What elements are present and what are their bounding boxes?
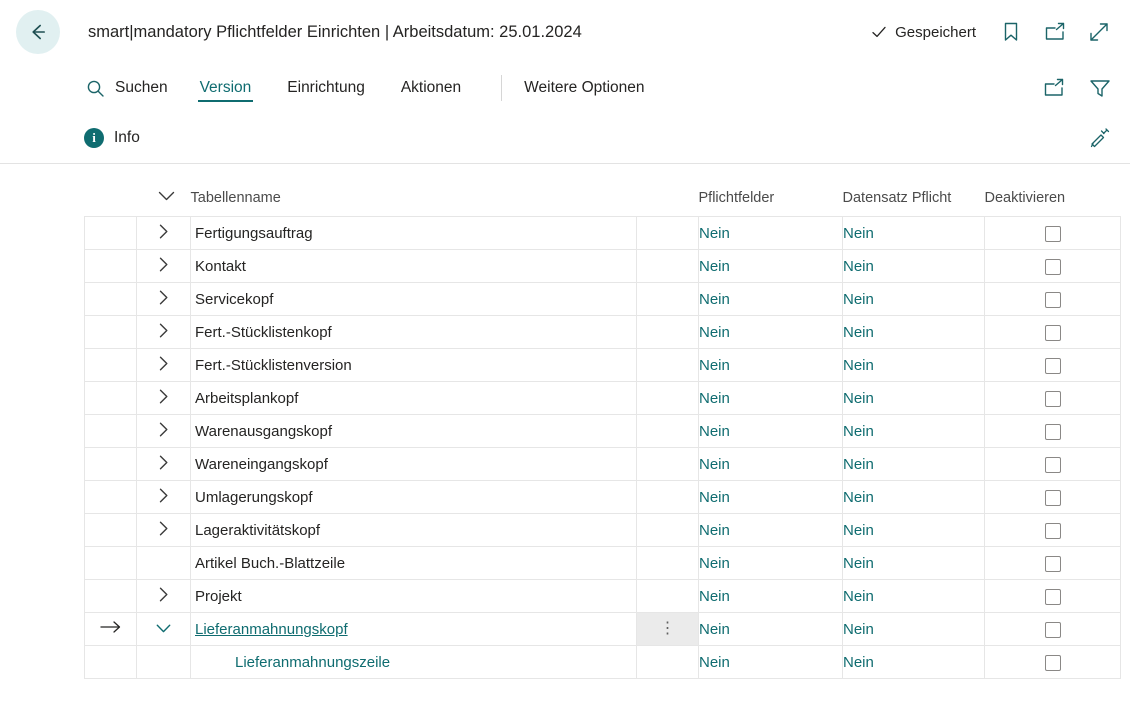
row-label: Lieferanmahnungskopf (195, 620, 348, 638)
chevron-right-icon (159, 290, 169, 309)
chevron-right-icon (159, 455, 169, 474)
info-label: Info (114, 128, 140, 146)
row-menu-cell (637, 316, 699, 349)
menu-item-aktionen[interactable] (399, 75, 463, 101)
row-expander[interactable] (137, 481, 191, 514)
menu-item-suchen[interactable] (84, 75, 170, 102)
chevron-right-icon (159, 224, 169, 243)
cell-datensatz-pflicht[interactable]: Nein (843, 217, 985, 250)
header-spacer (85, 190, 137, 217)
row-label: Fert.-Stücklistenversion (195, 356, 352, 374)
menu-item-label: Version (199, 78, 252, 96)
row-label: Fertigungsauftrag (195, 224, 313, 242)
cell-tabellenname[interactable] (191, 217, 637, 250)
chevron-right-icon (159, 422, 169, 441)
table-row[interactable] (85, 250, 1121, 283)
cell-pflichtfelder[interactable]: Nein (699, 349, 843, 382)
cell-deaktivieren[interactable] (985, 250, 1121, 283)
row-expander[interactable] (137, 316, 191, 349)
row-indicator (85, 547, 137, 580)
table-row[interactable] (85, 448, 1121, 481)
row-expander[interactable] (137, 514, 191, 547)
table-row[interactable] (85, 580, 1121, 613)
cell-deaktivieren[interactable] (985, 448, 1121, 481)
cell-pflichtfelder[interactable]: Nein (699, 382, 843, 415)
deaktivieren-checkbox[interactable] (1045, 655, 1061, 671)
filter-icon[interactable] (1088, 76, 1112, 100)
row-label: Lieferanmahnungszeile (235, 653, 391, 671)
menu-divider (501, 75, 502, 101)
row-label: Lageraktivitätskopf (195, 521, 321, 539)
deaktivieren-checkbox[interactable] (1045, 457, 1061, 473)
personalize-icon[interactable] (1088, 126, 1112, 150)
deaktivieren-checkbox[interactable] (1045, 259, 1061, 275)
cell-deaktivieren[interactable] (985, 481, 1121, 514)
row-menu-cell (637, 349, 699, 382)
chevron-right-icon (159, 389, 169, 408)
cell-datensatz-pflicht[interactable]: Nein (843, 613, 985, 646)
row-indicator (85, 316, 137, 349)
table-row[interactable] (85, 415, 1121, 448)
deaktivieren-checkbox[interactable] (1045, 391, 1061, 407)
cell-deaktivieren[interactable] (985, 514, 1121, 547)
row-label: Projekt (195, 587, 242, 605)
cell-datensatz-pflicht[interactable]: Nein (843, 514, 985, 547)
menu-item-einrichtung[interactable] (285, 75, 367, 101)
table-row[interactable] (85, 382, 1121, 415)
menu-bar-actions (1042, 76, 1112, 100)
deaktivieren-checkbox[interactable] (1045, 589, 1061, 605)
header-spacer-2 (637, 190, 699, 217)
back-button[interactable] (16, 10, 60, 54)
menu-item-label: Suchen (115, 79, 168, 96)
cell-tabellenname[interactable] (191, 349, 637, 382)
header-pflichtfelder[interactable]: Pflichtfelder (698, 190, 775, 206)
cell-pflichtfelder[interactable]: Nein (699, 283, 843, 316)
cell-deaktivieren[interactable] (985, 382, 1121, 415)
expand-icon[interactable] (1086, 19, 1112, 45)
table-row[interactable] (85, 316, 1121, 349)
cell-pflichtfelder[interactable]: Nein (699, 547, 843, 580)
table-row[interactable] (85, 646, 1121, 679)
row-indicator (85, 283, 137, 316)
table-row[interactable] (85, 613, 1121, 646)
cell-pflichtfelder[interactable]: Nein (699, 448, 843, 481)
share-icon[interactable] (1042, 19, 1068, 45)
cell-datensatz-pflicht[interactable]: Nein (843, 481, 985, 514)
row-label: Kontakt (195, 257, 246, 275)
cell-tabellenname[interactable] (191, 613, 637, 646)
cell-datensatz-pflicht[interactable]: Nein (843, 547, 985, 580)
header-deaktivieren[interactable]: Deaktivieren (984, 190, 1066, 206)
cell-datensatz-pflicht[interactable]: Nein (843, 250, 985, 283)
menu-item-weitere-optionen[interactable]: Weitere Optionen (524, 79, 645, 96)
row-expander[interactable] (137, 349, 191, 382)
menu-bar (0, 64, 1130, 112)
cell-pflichtfelder[interactable]: Nein (699, 250, 843, 283)
chevron-right-icon (159, 356, 169, 375)
arrow-right-icon (100, 621, 122, 638)
menu-item-label: Einrichtung (287, 79, 365, 96)
cell-tabellenname[interactable] (191, 547, 637, 580)
cell-tabellenname[interactable] (191, 481, 637, 514)
cell-tabellenname[interactable] (191, 250, 637, 283)
cell-tabellenname[interactable] (191, 382, 637, 415)
row-label: Fert.-Stücklistenkopf (195, 323, 332, 341)
row-menu-button[interactable] (637, 613, 698, 645)
cell-pflichtfelder[interactable]: Nein (699, 646, 843, 679)
cell-datensatz-pflicht[interactable]: Nein (843, 316, 985, 349)
deaktivieren-checkbox[interactable] (1045, 490, 1061, 506)
cell-pflichtfelder[interactable]: Nein (699, 580, 843, 613)
cell-deaktivieren[interactable] (985, 415, 1121, 448)
cell-datensatz-pflicht[interactable]: Nein (843, 283, 985, 316)
deaktivieren-checkbox[interactable] (1045, 292, 1061, 308)
check-icon (871, 24, 887, 40)
cell-pflichtfelder[interactable]: Nein (699, 514, 843, 547)
table-row[interactable] (85, 514, 1121, 547)
info-icon: i (84, 128, 104, 148)
table-body (85, 217, 1121, 679)
row-menu-cell (637, 382, 699, 415)
row-expander[interactable] (137, 580, 191, 613)
header-tabellenname[interactable]: Tabellenname (190, 190, 281, 206)
chevron-right-icon (159, 521, 169, 540)
cell-deaktivieren[interactable] (985, 283, 1121, 316)
cell-pflichtfelder[interactable]: Nein (699, 613, 843, 646)
row-indicator (85, 613, 137, 646)
row-label: Servicekopf (195, 290, 274, 308)
row-expander[interactable] (137, 283, 191, 316)
row-indicator (85, 448, 137, 481)
bookmark-icon[interactable] (998, 19, 1024, 45)
cell-tabellenname[interactable] (191, 646, 637, 679)
row-expander[interactable] (137, 382, 191, 415)
page-title: smart|mandatory Pflichtfelder Einrichten | Arbeitsdatum: 25.01.2024 (88, 22, 582, 41)
row-menu-cell (637, 646, 699, 679)
cell-datensatz-pflicht[interactable]: Nein (843, 448, 985, 481)
cell-deaktivieren[interactable] (985, 580, 1121, 613)
table-row[interactable] (85, 481, 1121, 514)
header-datensatz-pflicht[interactable]: Datensatz Pflicht (842, 190, 952, 206)
row-expander[interactable] (137, 250, 191, 283)
cell-tabellenname[interactable] (191, 316, 637, 349)
row-indicator (85, 514, 137, 547)
row-label: Warenausgangskopf (195, 422, 333, 440)
cell-datensatz-pflicht[interactable]: Nein (843, 415, 985, 448)
row-expander[interactable] (137, 448, 191, 481)
row-indicator (85, 349, 137, 382)
row-menu-cell (637, 250, 699, 283)
cell-tabellenname[interactable] (191, 580, 637, 613)
cell-tabellenname[interactable] (191, 514, 637, 547)
cell-datensatz-pflicht[interactable]: Nein (843, 646, 985, 679)
row-indicator (85, 415, 137, 448)
row-menu-cell (637, 415, 699, 448)
row-menu-cell (637, 481, 699, 514)
row-indicator (85, 646, 137, 679)
row-label: Umlagerungskopf (195, 488, 313, 506)
saved-status (871, 24, 976, 41)
row-indicator (85, 481, 137, 514)
cell-deaktivieren[interactable] (985, 217, 1121, 250)
search-icon (86, 79, 105, 98)
title-bar (0, 0, 1130, 64)
mandatory-fields-table (84, 190, 1121, 679)
table-container (0, 190, 1130, 679)
row-expander-empty (137, 547, 191, 580)
table-row[interactable] (85, 547, 1121, 580)
info-tab[interactable] (84, 128, 140, 148)
table-row[interactable] (85, 217, 1121, 250)
cell-pflichtfelder[interactable]: Nein (699, 481, 843, 514)
row-menu-cell (637, 547, 699, 580)
cell-pflichtfelder[interactable]: Nein (699, 415, 843, 448)
title-bar-actions (998, 19, 1112, 45)
row-indicator (85, 250, 137, 283)
cell-pflichtfelder[interactable]: Nein (699, 217, 843, 250)
cell-deaktivieren[interactable] (985, 349, 1121, 382)
row-indicator (85, 382, 137, 415)
cell-deaktivieren[interactable] (985, 613, 1121, 646)
share-open-icon[interactable] (1042, 76, 1066, 100)
row-menu-cell (637, 580, 699, 613)
row-menu-cell (637, 283, 699, 316)
row-menu-cell (637, 514, 699, 547)
chevron-down-icon (152, 190, 175, 206)
collapse-all-toggle[interactable] (137, 190, 191, 217)
menu-item-label: Aktionen (400, 79, 462, 96)
row-expander[interactable] (137, 613, 191, 646)
row-label: Wareneingangskopf (195, 455, 328, 473)
deaktivieren-checkbox[interactable] (1045, 325, 1061, 341)
row-expander[interactable] (137, 217, 191, 250)
cell-deaktivieren[interactable] (985, 646, 1121, 679)
chevron-right-icon (159, 587, 169, 606)
cell-datensatz-pflicht[interactable]: Nein (843, 580, 985, 613)
row-label: Artikel Buch.-Blattzeile (195, 554, 346, 572)
cell-tabellenname[interactable] (191, 448, 637, 481)
deaktivieren-checkbox[interactable] (1045, 358, 1061, 374)
cell-tabellenname[interactable] (191, 283, 637, 316)
cell-datensatz-pflicht[interactable]: Nein (843, 349, 985, 382)
cell-deaktivieren[interactable] (985, 547, 1121, 580)
saved-label: Gespeichert (895, 23, 976, 41)
chevron-right-icon (159, 257, 169, 276)
row-menu-cell[interactable] (637, 613, 699, 646)
cell-deaktivieren[interactable] (985, 316, 1121, 349)
chevron-down-icon (156, 621, 171, 638)
table-header (85, 190, 1121, 217)
arrow-left-icon (27, 21, 49, 43)
row-indicator (85, 580, 137, 613)
cell-datensatz-pflicht[interactable]: Nein (843, 382, 985, 415)
info-bar (0, 112, 1130, 164)
cell-tabellenname[interactable] (191, 415, 637, 448)
kebab-menu-icon: ⋮ (659, 620, 676, 637)
table-row[interactable] (85, 349, 1121, 382)
row-expander-empty (137, 646, 191, 679)
chevron-right-icon (159, 488, 169, 507)
row-menu-cell (637, 448, 699, 481)
cell-pflichtfelder[interactable]: Nein (699, 316, 843, 349)
deaktivieren-checkbox[interactable] (1045, 424, 1061, 440)
table-row[interactable] (85, 283, 1121, 316)
row-indicator (85, 217, 137, 250)
row-menu-cell (637, 217, 699, 250)
deaktivieren-checkbox[interactable] (1045, 523, 1061, 539)
row-expander[interactable] (137, 415, 191, 448)
deaktivieren-checkbox[interactable] (1045, 556, 1061, 572)
menu-item-version[interactable] (198, 75, 254, 102)
row-label: Arbeitsplankopf (195, 389, 299, 407)
deaktivieren-checkbox[interactable] (1045, 226, 1061, 242)
chevron-right-icon (159, 323, 169, 342)
deaktivieren-checkbox[interactable] (1045, 622, 1061, 638)
